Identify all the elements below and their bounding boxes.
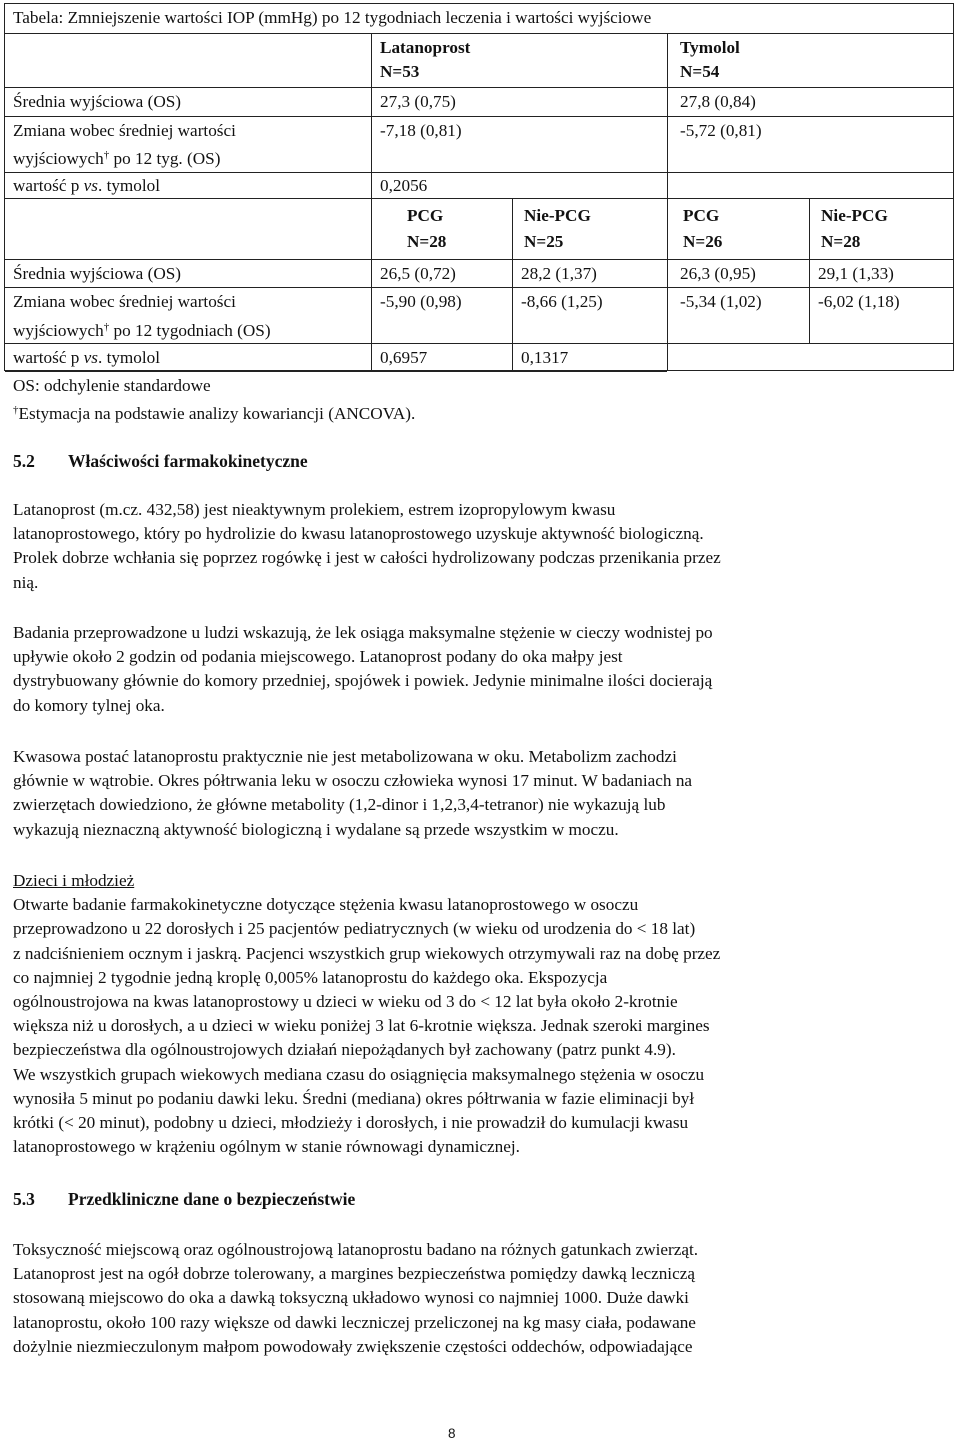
header-tymolol: Tymolol	[680, 38, 740, 57]
header-latanoprost-n: N=53	[380, 62, 420, 81]
cell-sub-change: -6,02 (1,18)	[818, 292, 900, 311]
subheader-lat-nonpcg-n: N=25	[524, 232, 564, 251]
cell-sub-change: -5,90 (0,98)	[380, 292, 462, 311]
paragraph-children: Dzieci i młodzież Otwarte badanie farmakokinetyczne dotyczące stężenia kwasu latanoprostowego w osoczu przeprowadzono u 22 dorosłych i 25 pacjentów pediatrycznych (w wieku od urodzenia do < 18 lat) z nadciśnieniem ocznym i jaskrą. Pacjenci wszystkich grup wiekowych otrzymywali raz na dobę przez co najmniej 2 tygodnie jedną kroplę 0,005% latanoprostu do każdego oka. Ekspozycja ogólnoustrojowa na kwas latanoprostowy u dzieci w wieku od 3 do < 12 lat była około 2-krotnie większa niż u dorosłych, a u dzieci w wieku poniżej 3 lat 6-krotnie większa. Jednak szeroki margines bezpieczeństwa dla ogólnoustrojowych działań niepożądanych był zachowany (patrz punkt 4.9). We wszystkich grupach wiekowych mediana czasu do osiągnięcia maksymalnego stężenia w osoczu wynosiła 5 minut po podaniu dawki leku. Średni (mediana) okres półtrwania w fazie eliminacji był krótki (< 20 minut), podobny u dzieci, młodzieży i dorosłych, i nie prowadził do kumulacji kwasu latanoprostowego w krążeniu ogólnym w stanie równowagi dynamicznej.	[13, 869, 913, 1159]
children-heading: Dzieci i młodzież	[13, 871, 135, 890]
dagger-mark: †	[103, 149, 110, 161]
header-tymolol-n: N=54	[680, 62, 720, 81]
row-divider	[5, 198, 953, 199]
iop-table	[4, 3, 954, 371]
subheader-tym-pcg: PCG	[683, 206, 720, 225]
cell-sub-pvalue: 0,6957	[380, 348, 428, 367]
cell-sub-baseline: 26,3 (0,95)	[680, 264, 756, 283]
col-divider	[809, 198, 810, 343]
subheader-lat-pcg: PCG	[407, 206, 444, 225]
subheader-tym-pcg-n: N=26	[683, 232, 723, 251]
row-divider	[5, 287, 953, 288]
row-label-change-2: wyjściowych† po 12 tyg. (OS)	[13, 149, 221, 168]
col-divider	[371, 34, 372, 371]
cell-sub-baseline: 26,5 (0,72)	[380, 264, 456, 283]
row-divider	[5, 172, 953, 173]
row-label-sub-change-1: Zmiana wobec średniej wartości	[13, 292, 236, 311]
dagger-mark: †	[103, 321, 110, 333]
row-label-baseline: Średnia wyjściowa (OS)	[13, 92, 182, 111]
footnote-sd: OS: odchylenie standardowe	[13, 376, 211, 395]
table-caption-row	[5, 4, 953, 34]
cell-baseline-tym: 27,8 (0,84)	[680, 92, 756, 111]
cell-sub-baseline: 29,1 (1,33)	[818, 264, 894, 283]
cell-sub-pvalue: 0,1317	[521, 348, 569, 367]
paragraph-preclinical: Toksyczność miejscową oraz ogólnoustrojową latanoprostu badano na różnych gatunkach zwierząt. Latanoprost jest na ogół dobrze tolerowany, a margines bezpieczeństwa pomiędzy dawką leczniczą stosowaną miejscowo do oka a dawką toksyczną układowo wynosi co najmniej 1000. Duże dawki latanoprostu, około 100 razy większe od dawki leczniczej przeliczonej na kg masy ciała, podawane dożylnie niezmieczulonym małpom powodowały zwiększenie częstości oddechów, odpowiadające	[13, 1240, 699, 1356]
cell-pvalue: 0,2056	[380, 176, 428, 195]
section-title: Właściwości farmakokinetyczne	[68, 451, 308, 471]
subheader-lat-pcg-n: N=28	[407, 232, 447, 251]
section-title: Przedkliniczne dane o bezpieczeństwie	[68, 1189, 356, 1209]
row-label-sub-pvalue: wartość p vs. tymolol	[13, 348, 161, 367]
paragraph-prodrug: Latanoprost (m.cz. 432,58) jest nieaktywnym prolekiem, estrem izopropylowym kwasu latanoprostowego, który po hydrolizie do kwasu latanoprostowego uzyskuje aktywność biologiczną. Prolek dobrze wchłania się poprzez rogówkę i jest w całości hydrolizowany podczas przenikania przez nią.	[13, 500, 721, 592]
cell-change-lat: -7,18 (0,81)	[380, 121, 462, 140]
col-divider	[667, 34, 668, 371]
cell-change-tym: -5,72 (0,81)	[680, 121, 762, 140]
cell-sub-change: -8,66 (1,25)	[521, 292, 603, 311]
row-label-sub-baseline: Średnia wyjściowa (OS)	[13, 264, 182, 283]
subheader-tym-nonpcg-n: N=28	[821, 232, 861, 251]
row-label-change-1: Zmiana wobec średniej wartości	[13, 121, 236, 140]
row-label-pvalue: wartość p vs. tymolol	[13, 176, 161, 195]
row-divider	[5, 87, 953, 88]
col-divider	[512, 198, 513, 371]
row-label-sub-change-2: wyjściowych† po 12 tygodniach (OS)	[13, 321, 271, 340]
paragraph-distribution: Badania przeprowadzone u ludzi wskazują, że lek osiąga maksymalne stężenie w cieczy wodnistej po upływie około 2 godzin od podania miejscowego. Latanoprost podany do oka małpy jest dystrybuowany głównie do komory przedniej, spojówek i powiek. Jedynie minimalne ilości docierają do komory tylnej oka.	[13, 623, 713, 715]
row-divider	[5, 343, 953, 344]
table-caption: Tabela: Zmniejszenie wartości IOP (mmHg) po 12 tygodniach leczenia i wartości wyjściowe	[13, 8, 652, 27]
page-number: 8	[448, 1426, 456, 1441]
section-number: 5.2	[13, 451, 35, 471]
subheader-lat-nonpcg: Nie-PCG	[524, 206, 591, 225]
row-divider	[5, 259, 953, 260]
paragraph-metabolism: Kwasowa postać latanoprostu praktycznie nie jest metabolizowana w oku. Metabolizm zachodzi głównie w wątrobie. Okres półtrwania leku w osoczu człowieka wynosi 17 minut. W badaniach na zwierzętach dowiedziono, że główne metabolity (1,2-dinor i 1,2,3,4-tetranor) nie wykazują lub wykazują nieznaczną aktywność biologiczną i wydalane są przede wszystkim w moczu.	[13, 747, 693, 839]
cell-baseline-lat: 27,3 (0,75)	[380, 92, 456, 111]
section-number: 5.3	[13, 1189, 35, 1209]
header-latanoprost: Latanoprost	[380, 38, 471, 57]
cell-sub-change: -5,34 (1,02)	[680, 292, 762, 311]
row-divider	[5, 116, 953, 117]
subheader-tym-nonpcg: Nie-PCG	[821, 206, 888, 225]
row-divider	[5, 371, 667, 372]
cell-sub-baseline: 28,2 (1,37)	[521, 264, 597, 283]
footnote-ancova: †Estymacja na podstawie analizy kowariancji (ANCOVA).	[13, 404, 416, 423]
